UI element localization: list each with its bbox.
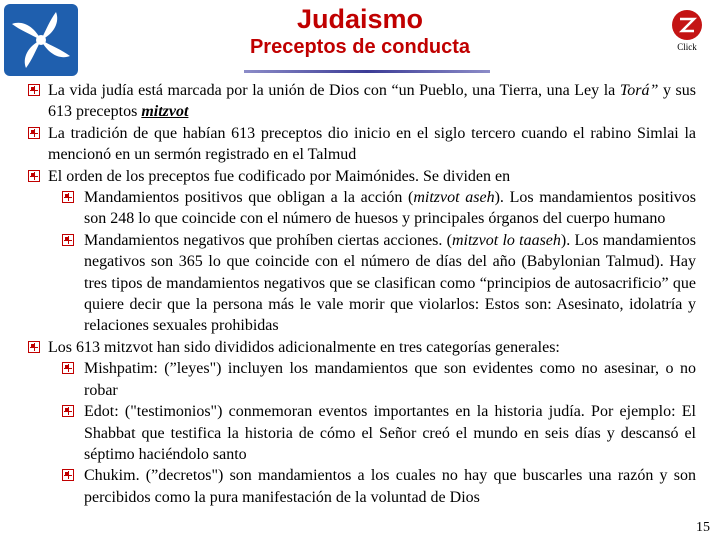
page-number: 15: [696, 520, 710, 535]
list-item: Los 613 mitzvot han sido divididos adicionalmente en tres categorías generales:: [0, 337, 696, 358]
list-item: La vida judía está marcada por la unión de Dios con “un Pueblo, una Tierra, una Ley la Torá” y sus 613 preceptos mitzvot: [0, 80, 696, 123]
square-bullet-icon: [62, 469, 74, 481]
square-bullet-icon: [28, 341, 40, 353]
square-bullet-icon: [62, 362, 74, 374]
square-bullet-icon: [28, 170, 40, 182]
square-bullet-icon: [62, 191, 74, 203]
list-item: Edot: ("testimonios") conmemoran eventos importantes en la historia judía. Por ejemplo: El Shabbat que testifica la historia de cómo el Señor creó el mundo en seis días y descansó el séptimo haciéndolo santo: [0, 401, 696, 465]
square-bullet-icon: [28, 127, 40, 139]
list-item: Mandamientos positivos que obligan a la acción (mitzvot aseh). Los mandamientos positivos son 248 lo que coincide con el número de huesos y principales órganos del cuerpo humano: [0, 187, 696, 230]
list-item: El orden de los preceptos fue codificado por Maimónides. Se dividen en: [0, 166, 696, 187]
square-bullet-icon: [62, 405, 74, 417]
page-title: Judaismo: [296, 4, 424, 34]
page-subtitle: Preceptos de conducta: [249, 36, 471, 58]
click-button[interactable]: [668, 10, 706, 52]
list-item: Chukim. (”decretos") son mandamientos a los cuales no hay que buscarles una razón y son percibidos como la pura manifestación de la voluntad de Dios: [0, 465, 696, 508]
title-underline: [244, 70, 490, 73]
list-item: La tradición de que habían 613 preceptos dio inicio en el siglo tercero cuando el rabino Simlai la mencionó en un sermón registrado en el Talmud: [0, 123, 696, 166]
bullet-list: [0, 80, 720, 508]
square-bullet-icon: [62, 234, 74, 246]
list-item: Mandamientos negativos que prohíben ciertas acciones. (mitzvot lo taaseh). Los mandamientos negativos son 365 lo que coincide con el número de días del año (Babylonian Talmud). Hay tres tipos de mandamientos negativos que se clasifican como “principios de autosacrificio” que quiere decir que la persona más le vale morir que violarlos: Estos son: Asesinato, idolatría y relaciones sexuales prohibidas: [0, 230, 696, 337]
click-label: Click: [677, 42, 697, 52]
click-badge-icon: [672, 10, 702, 40]
list-item: Mishpatim: (”leyes") incluyen los mandamientos que son evidentes como no asesinar, o no robar: [0, 358, 696, 401]
square-bullet-icon: [28, 84, 40, 96]
